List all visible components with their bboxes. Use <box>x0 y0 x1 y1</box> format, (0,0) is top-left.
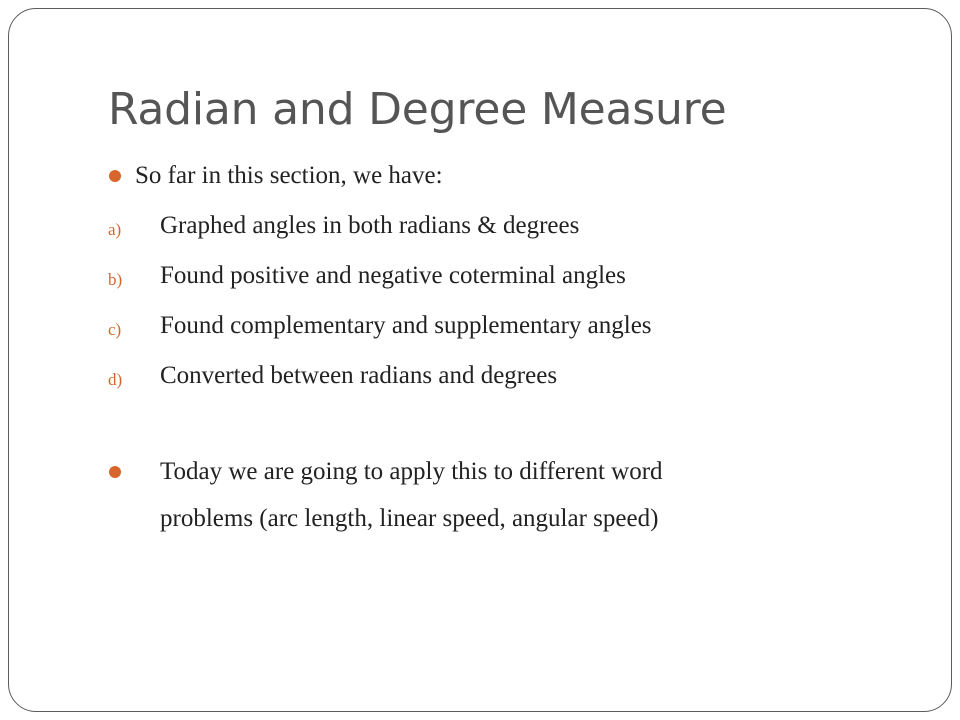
list-marker-b: b) <box>108 270 123 289</box>
intro-text: So far in this section, we have: <box>135 162 443 189</box>
slide-title: Radian and Degree Measure <box>108 84 727 135</box>
list-marker-c: c) <box>108 320 122 339</box>
list-marker-d: d) <box>108 370 123 389</box>
bullet-dot-icon <box>109 466 121 478</box>
list-item-b: Found positive and negative coterminal angles <box>160 262 626 289</box>
list-marker-a: a) <box>108 220 122 239</box>
list-item-c: Found complementary and supplementary angles <box>160 312 652 339</box>
list-item-d: Converted between radians and degrees <box>160 362 558 389</box>
conclusion-line-1: Today we are going to apply this to different word <box>160 458 663 485</box>
conclusion-line-2: problems (arc length, linear speed, angular speed) <box>160 505 659 532</box>
list-item-a: Graphed angles in both radians & degrees <box>160 212 580 239</box>
bullet-dot-icon <box>109 170 121 182</box>
